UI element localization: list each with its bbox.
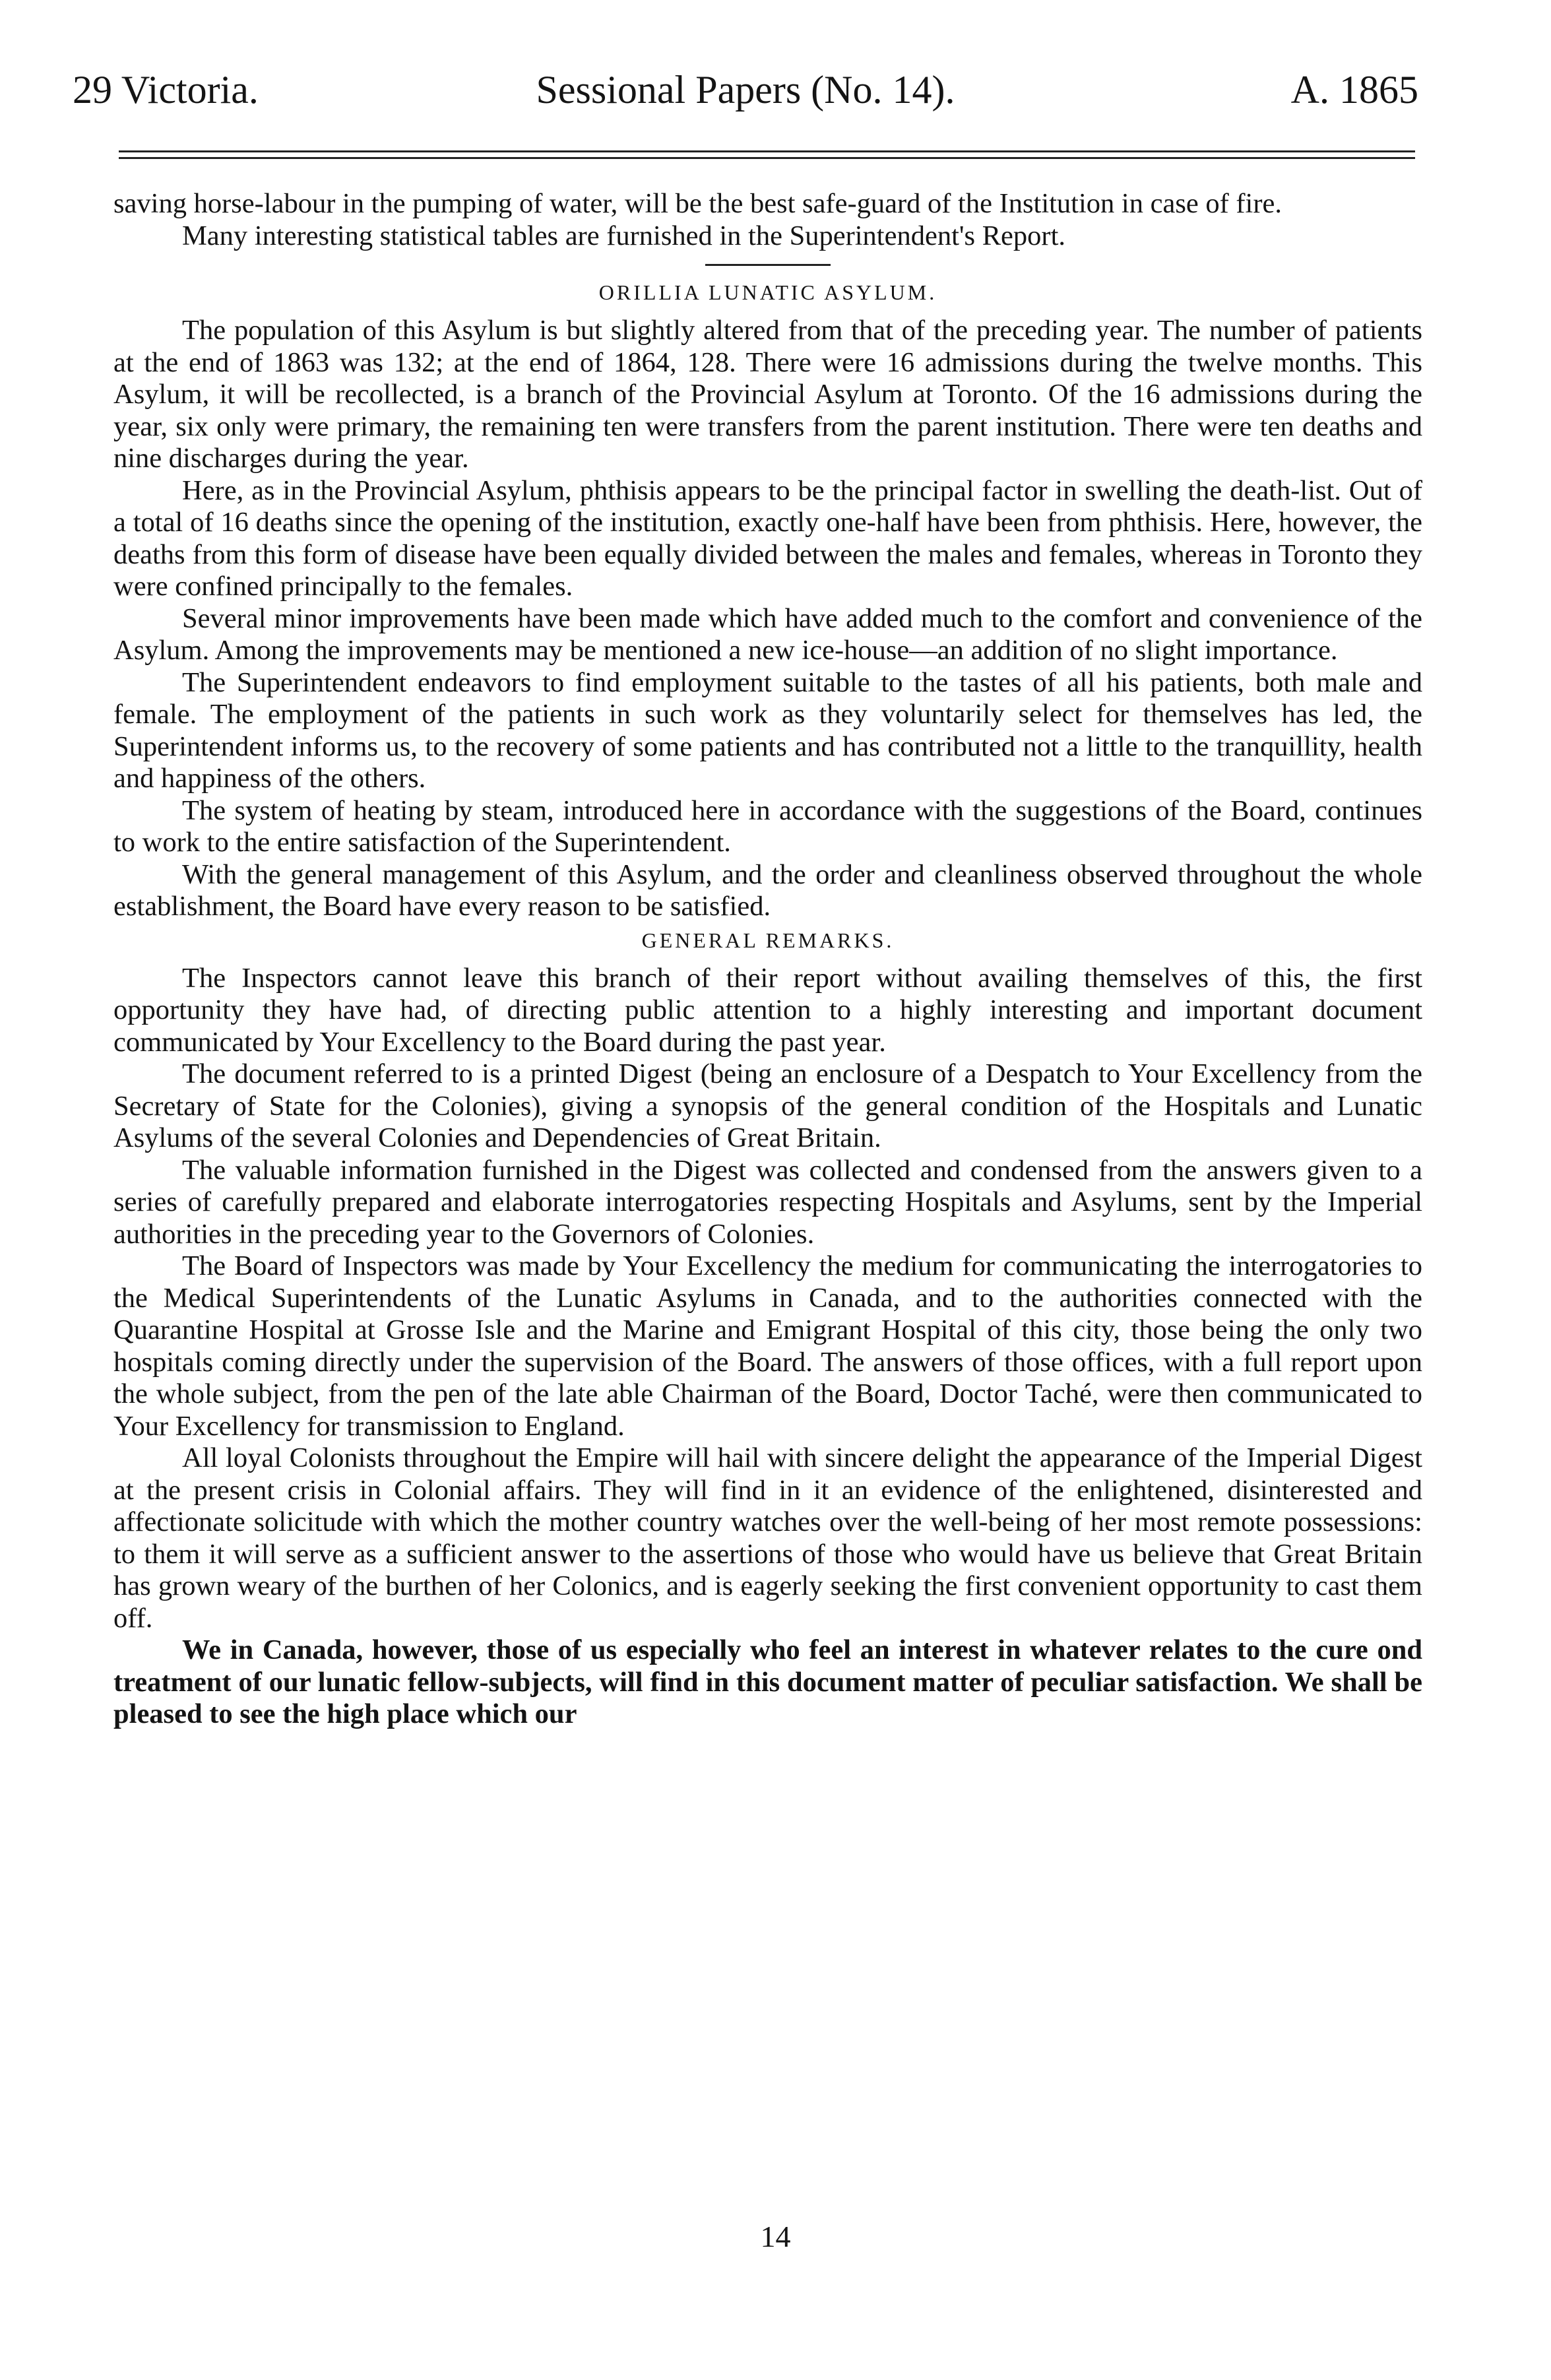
section-heading-orillia: ORILLIA LUNATIC ASYLUM.	[598, 280, 937, 304]
body-paragraph: The Superintendent endeavors to find employment suitable to the tastes of all his patients, both male and female. The employment of the patients in such work as they voluntarily select for themselves has led, the Superintendent informs us, to the recovery of some patients and has contributed not a little to the tranquillity, health and happiness of the others.	[113, 666, 1422, 794]
body-paragraph: Here, as in the Provincial Asylum, phthisis appears to be the principal factor in swelling the death-list. Out of a total of 16 deaths since the opening of the institution, exactly one-half have been from phthisis. Here, however, the deaths from this form of disease have been equally divided between the males and females, whereas in Toronto they were confined principally to the females.	[113, 474, 1422, 602]
body-paragraph: saving horse-labour in the pumping of water, will be the best safe-guard of the Institution in case of fire.	[113, 188, 1282, 219]
header-rule-top	[119, 150, 1415, 152]
body-paragraph: The valuable information furnished in the Digest was collected and condensed from the answers given to a series of carefully prepared and elaborate interrogatories respecting Hospitals and Asylums, sent by the Imperial authorities in the preceding year to the Governors of Colonies.	[113, 1154, 1422, 1250]
section-heading-general-remarks: GENERAL REMARKS.	[641, 928, 895, 952]
body-paragraph-last: We in Canada, however, those of us especially who feel an interest in whatever relates to the cure ond treatment of our lunatic fellow-subjects, will find in this document matter of peculiar satisfaction. We shall be pleased to see the high place which our	[113, 1634, 1422, 1729]
page-number: 14	[760, 2220, 791, 2253]
body-paragraph: Many interesting statistical tables are furnished in the Superintendent's Report.	[182, 220, 1065, 251]
closing-paragraph-block	[113, 1634, 1422, 1731]
page-body	[113, 188, 1422, 1731]
body-paragraph: Several minor improvements have been made which have added much to the comfort and convenience of the Asylum. Among the improvements may be mentioned a new ice-house—an addition of no slight importance.	[113, 602, 1422, 666]
body-paragraph: With the general management of this Asylum, and the order and cleanliness observed throughout the whole establishment, the Board have every reason to be satisfied.	[113, 858, 1422, 922]
body-paragraph: The population of this Asylum is but slightly altered from that of the preceding year. The number of patients at the end of 1863 was 132; at the end of 1864, 128. There were 16 admissions during the twelve months. This Asylum, it will be recollected, is a branch of the Provincial Asylum at Toronto. Of the 16 admissions during the year, six only were primary, the remaining ten were transfers from the parent institution. There were ten deaths and nine discharges during the year.	[113, 315, 1422, 474]
header-year: A. 1865	[1290, 68, 1418, 112]
body-paragraph: The document referred to is a printed Digest (being an enclosure of a Despatch to Your Excellency from the Secretary of State for the Colonies), giving a synopsis of the general condition of the Hospitals and Lunatic Asylums of the several Colonies and Dependencies of Great Britain.	[113, 1058, 1422, 1153]
running-header	[73, 63, 1418, 116]
header-rule-bottom	[119, 157, 1415, 159]
section-divider	[705, 264, 831, 266]
body-paragraph: All loyal Colonists throughout the Empire will hail with sincere delight the appearance of the Imperial Digest at the present crisis in Colonial affairs. They will find in it an evidence of the enlightened, disinterested and affectionate solicitude with which the mother country watches over the well-being of her most remote possessions: to them it will serve as a sufficient answer to the assertions of those who would have us believe that Great Britain has grown weary of the burthen of her Colonics, and is eagerly seeking the first convenient opportunity to cast them off.	[113, 1442, 1422, 1634]
body-paragraph: The Board of Inspectors was made by Your Excellency the medium for communicating the interrogatories to the Medical Superintendents of the Lunatic Asylums in Canada, and to the authorities connected with the Quarantine Hospital at Grosse Isle and the Marine and Emigrant Hospital of this city, those being the only two hospitals coming directly under the supervision of the Board. The answers of those offices, with a full report upon the whole subject, from the pen of the late able Chairman of the Board, Doctor Taché, were then communicated to Your Excellency for transmission to England.	[113, 1250, 1422, 1442]
header-regnal-year: 29 Victoria.	[73, 68, 259, 112]
header-sessional-papers: Sessional Papers (No. 14).	[536, 68, 955, 112]
body-paragraph: The Inspectors cannot leave this branch of their report without availing themselves of this, the first opportunity they have had, of directing public attention to a highly interesting and important document communicated by Your Excellency to the Board during the past year.	[113, 962, 1422, 1058]
body-paragraph: The system of heating by steam, introduced here in accordance with the suggestions of the Board, continues to work to the entire satisfaction of the Superintendent.	[113, 794, 1422, 858]
